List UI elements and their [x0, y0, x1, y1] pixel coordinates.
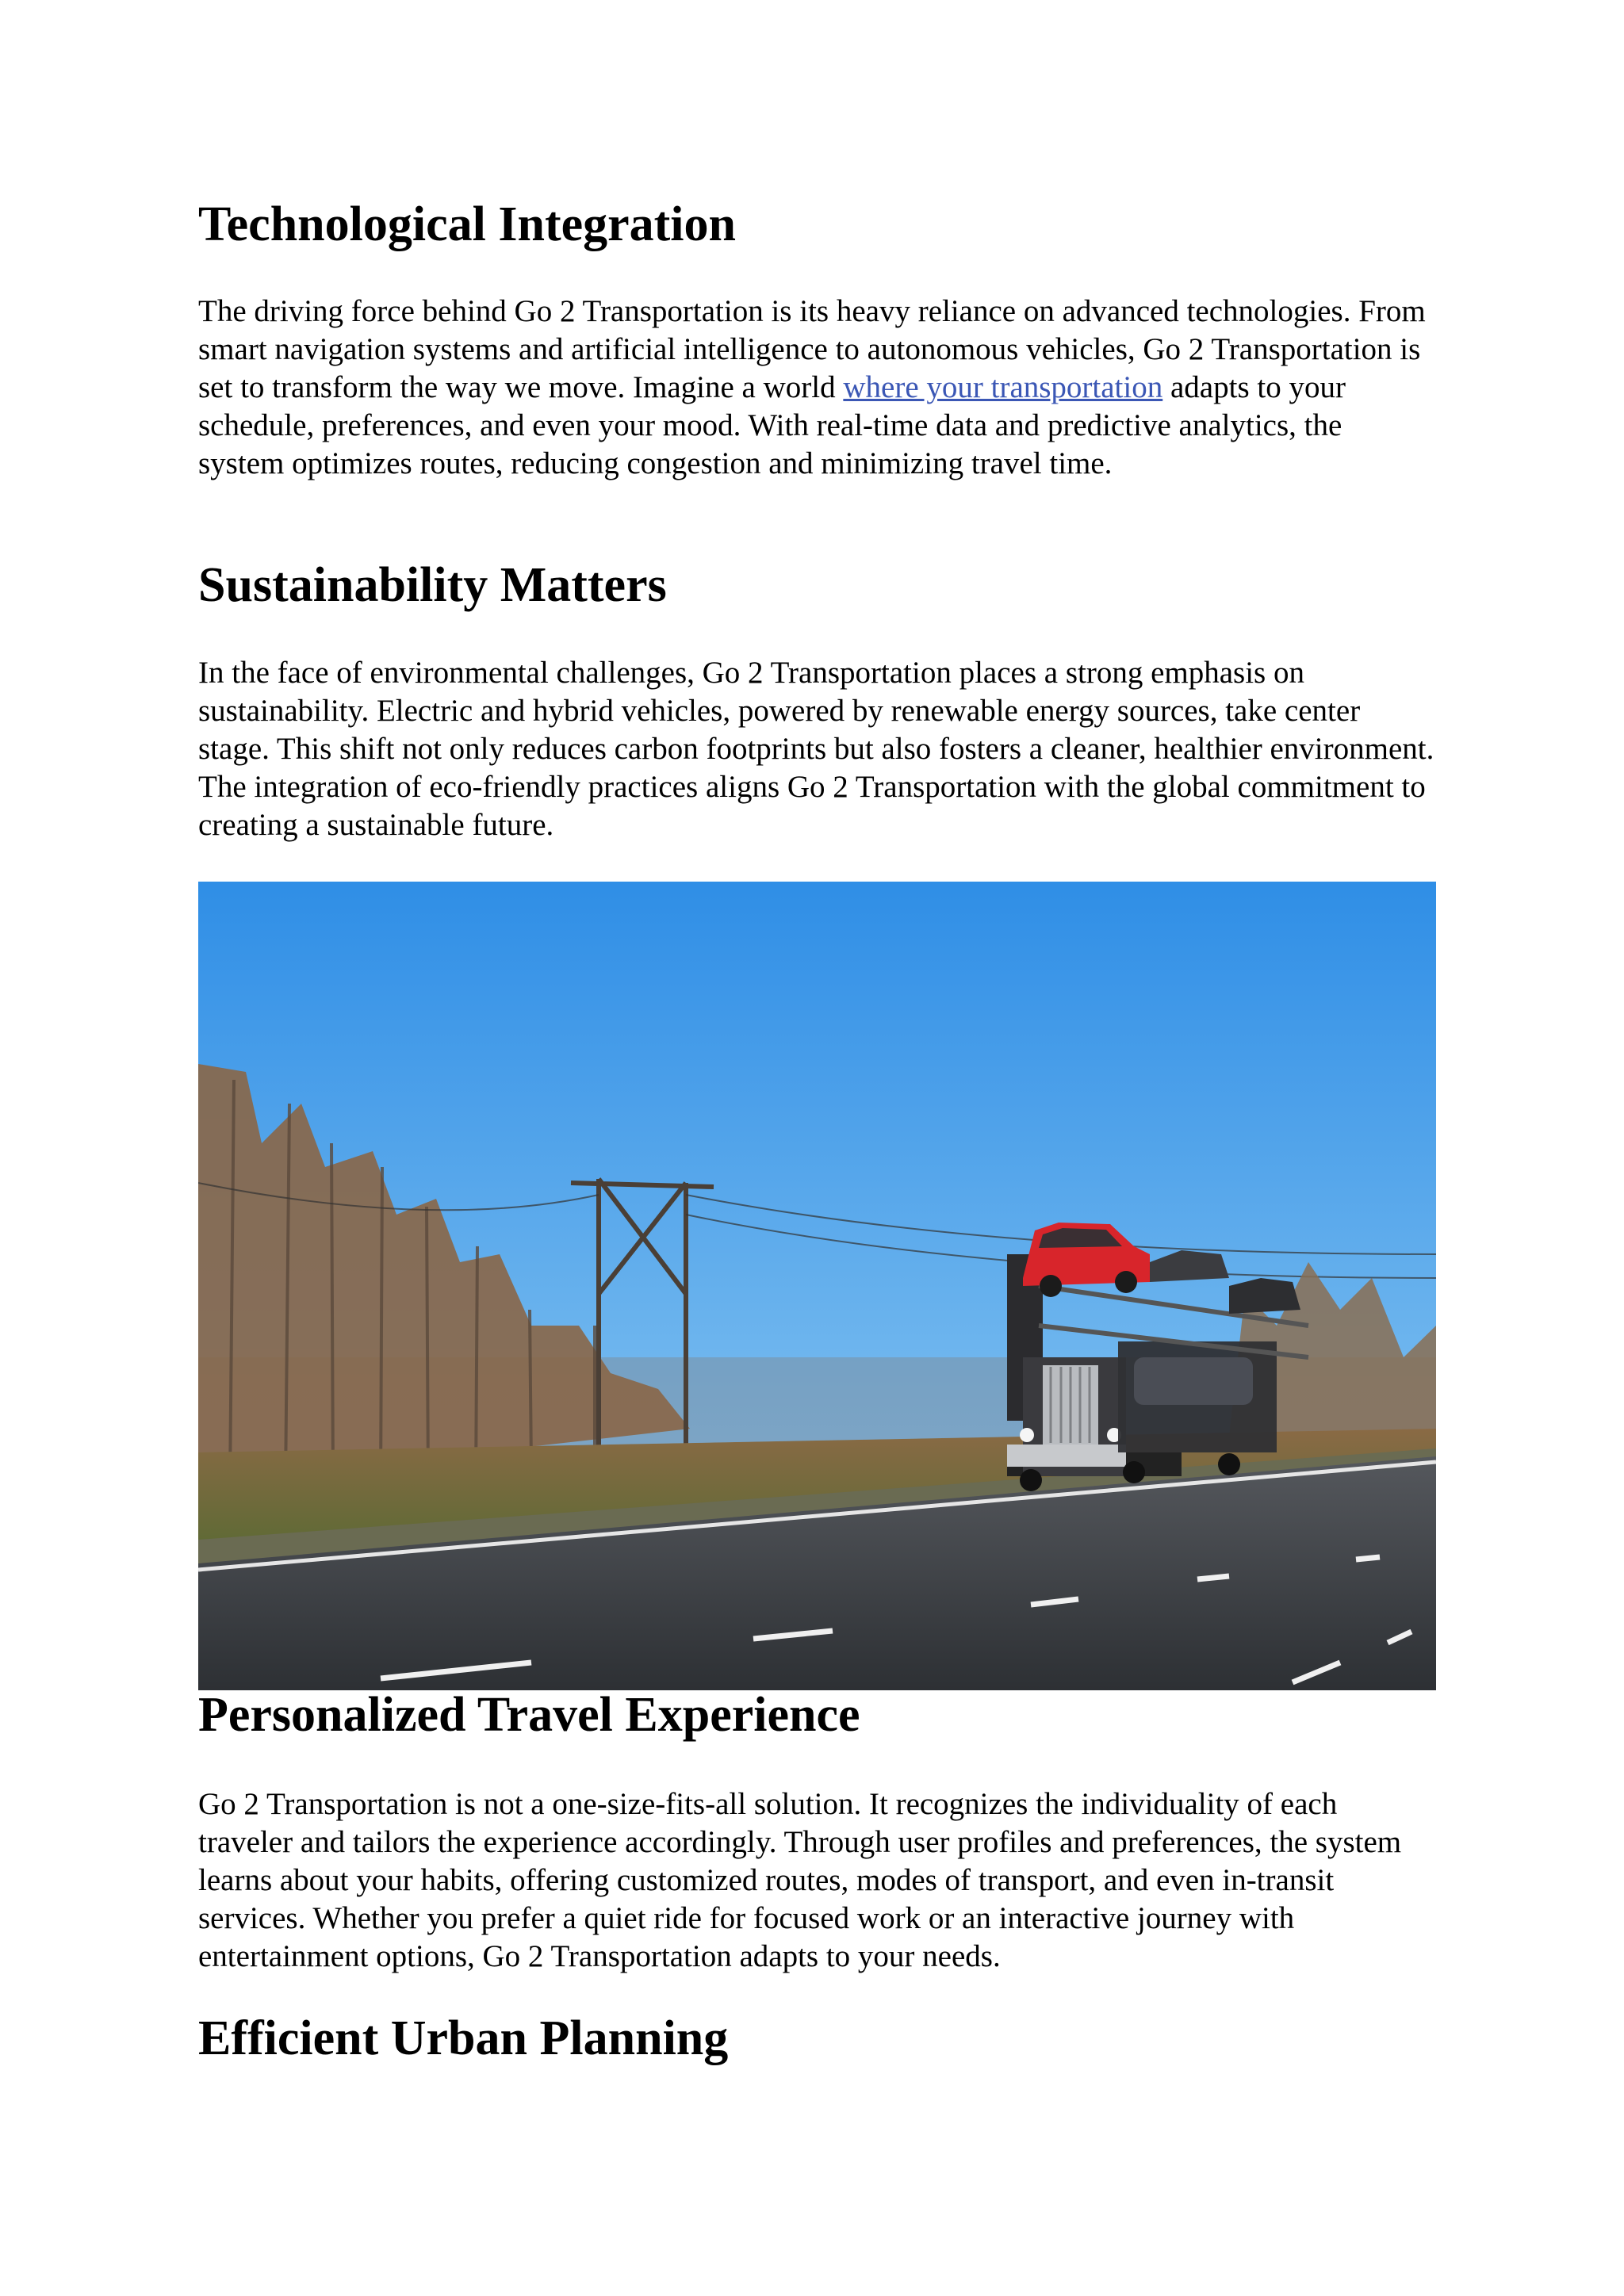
paragraph-technological-integration — [198, 293, 1435, 483]
car-carrier-truck-photo — [198, 882, 1436, 1690]
paragraph-text-before-link: The driving force behind Go 2 Transportation is its heavy reliance on advanced technologies. From smart navigation systems and artificial intelligence to autonomous vehicles, Go 2 Transportation is set to transform the way we move. Imagine a world — [198, 294, 1426, 404]
paragraph-personalized-travel-experience: Go 2 Transportation is not a one-size-fits-all solution. It recognizes the individuality of each traveler and tailors the experience accordingly. Through user profiles and preferences, the system learns about your habits, offering customized routes, modes of transport, and even in-transit services. Whether you prefer a quiet ride for focused work or an interactive journey with entertainment options, Go 2 Transportation adapts to your needs. — [198, 1787, 1402, 1973]
heading-sustainability-matters: Sustainability Matters — [198, 558, 667, 612]
paragraph-text-after-link: adapts to your schedule, preferences, and even your mood. With real-time data and predictive analytics, the system optimizes routes, reducing congestion and minimizing travel time. — [198, 370, 1346, 480]
paragraph-sustainability-matters: In the face of environmental challenges, Go 2 Transportation places a strong emphasis on sustainability. Electric and hybrid vehicles, powered by renewable energy sources, take center stage. This shift not only reduces carbon footprints but also fosters a cleaner, healthier environment. The integration of eco-friendly practices aligns Go 2 Transportation with the global commitment to creating a sustainable future. — [198, 656, 1434, 842]
where-your-transportation-link[interactable]: where your transportation — [843, 370, 1163, 404]
heading-efficient-urban-planning: Efficient Urban Planning — [198, 2011, 729, 2065]
heading-technological-integration: Technological Integration — [198, 197, 737, 251]
heading-personalized-travel-experience: Personalized Travel Experience — [198, 1688, 860, 1742]
